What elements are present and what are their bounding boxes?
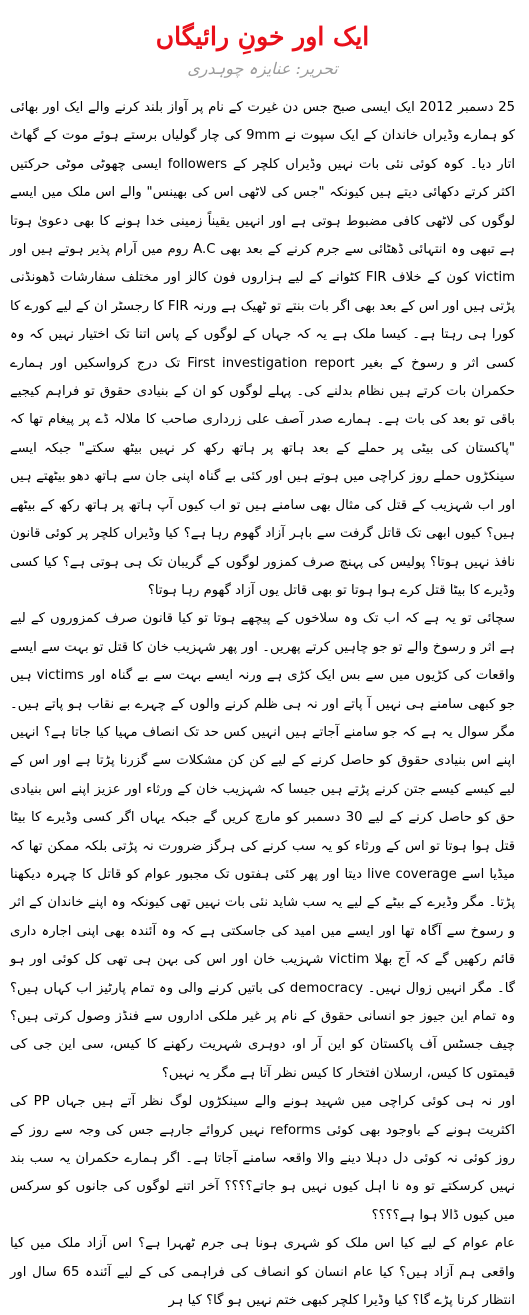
article-paragraph: 25 دسمبر 2012 ایک ایسی صبح جس دن غیرت کے نام پر آواز بلند کرنے والے ایک اور بھائی کو ہمارے وڈیراں خاندان کے ایک سپوت نے 9mm کی چار گولیاں برستے ہوئے موت کے گھاٹ اتار دیا۔ کوہ کوئی نئی بات نہیں وڈیراں کلچر کے followers ایسی چھوٹی موٹی حرکتیں اکثر کرتے دکھائی دیتے ہیں کیونکہ "جس کی لاٹھی اس کی بھینس" والے اس ملک میں ایسے لوگوں کی لاٹھی کافی مضبوط ہوتی ہے اور انہیں یقیناً زمینی خدا ہونے کا بھی دعویٰ ہوتا ہے تبھی وہ انتہائی ڈھٹائی سے جرم کرنے کے بعد بھی A.C روم میں آرام پذیر ہوتے ہیں اور victim کون کے خلاف FIR کٹوانے کے لیے ہزاروں فون کالز اور مختلف سفارشات ڈھونڈنی پڑتی ہیں اور اس کے بعد بھی اگر بات بنتے تو ٹھیک ہے ورنہ FIR کا رجسٹر ان کے لیے کورے کا کورا ہی رہتا ہے۔ کیسا ملک ہے یہ کہ جہاں کے لوگوں کے پاس اتنا تک اختیار نہیں کہ وہ کسی اثر و رسوخ کے بغیر First investigation report تک درج کرواسکیں اور ہمارے حکمران بات کرتے ہیں نظام بدلنے کی۔ پہلے لوگوں کو ان کے بنیادی حقوق تو فراہم کیجیے باقی تو بعد کی بات ہے۔ ہمارے صدر آصف علی زرداری صاحب کا ملالہ ڈے پر پیغام تھا کہ "پاکستان کی بیٹی پر حملے کے بعد ہاتھ پر ہاتھ رکھ کر نہیں بیٹھ سکتے" جبکہ ایسے سینکڑوں حملے روز کراچی میں ہوتے ہیں اور کئی بے گناہ اپنی جان سے ہاتھ دھو بیٹھتے ہیں اور اب شہزیب کے قتل کی مثال بھی سامنے ہیں تو اب کیوں آپ ہاتھ پر ہاتھ رکھ کے بیٹھے ہیں؟ کیوں ابھی تک قاتل گرفت سے باہر آزاد گھوم رہا ہے؟ کیا وڈیراں کلچر پر کوئی قانون نافذ نہیں ہوتا؟ پولیس کی پہنچ صرف کمزور لوگوں کے گریبان تک ہی ہوتی ہے؟ کیا کسی وڈیرے کا بیٹا قتل کرے ہوا ہوتا تو بھی قاتل یوں آزاد گھوم رہا ہوتا؟ bbox=[10, 100, 516, 598]
article-title: ایک اور خونِ رائیگاں bbox=[155, 22, 370, 51]
article-paragraph: اور نہ ہی کوئی کراچی میں شہید ہونے والے سینکڑوں لوگ نظر آتے ہیں جہاں PP کی اکثریت ہونے کے باوجود بھی کوئی reforms نہیں کروائے جارہے جس کی وجہ سے روز کے روز کوئی نہ کوئی دل دہلا دینے والا واقعہ سامنے آجاتا ہے۔ اگر ہمارے حکمران یہ سب بند نہیں کرسکتے تو وہ نا اہل کیوں نہیں ہو جاتے؟؟؟؟ آخر اتنے لوگوں کی جانوں کو سرکس میں کیوں ڈالا ہوا ہے؟؟؟؟ bbox=[10, 1094, 515, 1223]
article-body bbox=[10, 94, 515, 1315]
article-paragraph: عام عوام کے لیے کیا اس ملک کو شہری ہونا ہی جرم ٹھہرا ہے؟ اس آزاد ملک میں کیا واقعی ہم آزاد ہیں؟ کیا عام انسان کو انصاف کی فراہمی کی کے لیے آئندہ 65 سال اور انتظار کرنا پڑے گا؟ کیا وڈیرا کلچر کبھی ختم نہیں ہو گا؟ کیا ہر bbox=[10, 1236, 516, 1309]
article-paragraph: سچائی تو یہ ہے کہ اب تک وہ سلاخوں کے پیچھے ہوتا تو کیا قانون صرف کمزوروں کے لیے ہے اثر و رسوخ والے تو جو چاہیں کرتے پھریں۔ اور پھر شہزیب خان کا قتل تو بہت سے ایسے واقعات کی کڑیوں میں سے بس ایک کڑی ہے ورنہ ایسے بہت سے بے گناہ اور victims ہیں جو کبھی سامنے ہی نہیں آ پاتے اور نہ ہی ظلم کرنے والوں کے چہرے بے نقاب ہو پاتے ہیں۔ مگر سوال یہ ہے کہ جو سامنے آجاتے ہیں انہیں کس حد تک انصاف مہیا کیا جاتا ہے؟ انہیں اپنے اس بنیادی حقوق کو حاصل کرنے کے لیے کن کن مشکلات سے گزرنا پڑتا ہے اور اس کے لیے کیسے کیسے جتن کرنے پڑتے ہیں جیسا کہ شہزیب خان کے ورثاء اور عزیز اپنے اس بنیادی حق کو حاصل کرنے کے لیے 30 دسمبر کو مارچ کریں گے جبکہ یہاں اگر کسی وڈیرے کا بیٹا قتل ہوا ہوتا تو اس کے ورثاء کو یہ سب کرنے کی ہرگز ضرورت نہ پڑتی بلکہ ممکن تھا کہ میڈیا اسے live coverage دیتا اور پھر کئی ہفتوں تک مجبور عوام کو قاتل کا چہرہ دیکھنا پڑتا۔ مگر وڈیرے کے بیٹے کے لیے یہ سب شاید نئی بات نہیں تھی کیونکہ وہ اپنے خاندان کے اثر و رسوخ سے آگاہ تھا اور ایسے میں امید کی جاسکتی ہے کہ وہ آئندہ بھی اپنی اجارہ داری قائم رکھیں گے کہ آج بھلا victim شہزیب خان اور اس کی بہن ہی تھی کل کوئی اور ہو گا۔ مگر انہیں زوال نہیں۔ democracy کی باتیں کرنے والی وہ تمام پارٹیز اب کہاں ہیں؟ وہ تمام این جیوز جو انسانی حقوق کے نام پر غیر ملکی اداروں سے فنڈز وصول کرتی ہیں؟ چیف جسٹس آف پاکستان کو این آر او، دوہری شہریت رکھنے کا کیس، سی این جی کی قیمتوں کا کیس، ارسلان افتخار کا کیس نظر آتا ہے مگر یہ نہیں؟ bbox=[10, 611, 516, 1081]
article-byline: تحریر: عنایزہ چوہدری bbox=[187, 59, 338, 78]
